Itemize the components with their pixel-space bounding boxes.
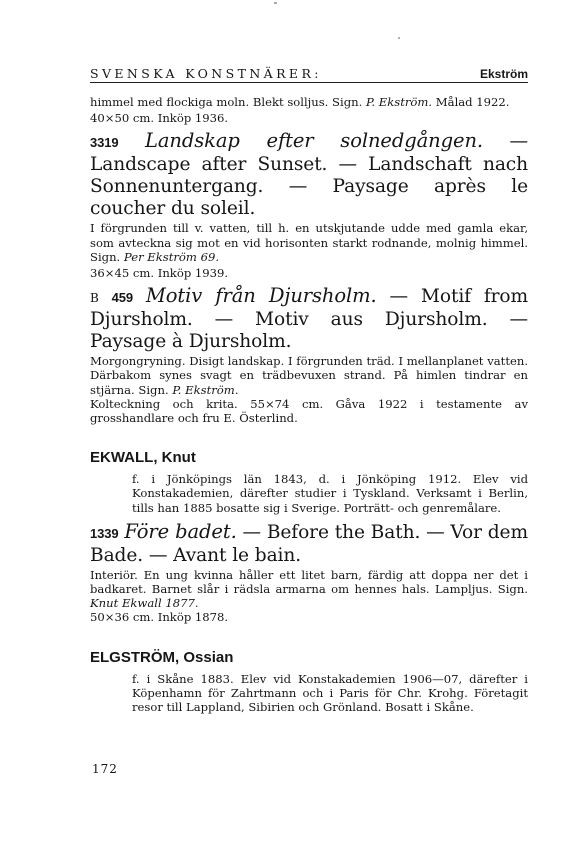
artist-firstname: Knut bbox=[161, 449, 196, 467]
artwork-title: Landskap efter solnedgången. bbox=[145, 129, 484, 153]
artist-heading bbox=[90, 449, 528, 466]
entry-continuation-desc: himmel med flockiga moln. Blekt solljus. Sign. P. Ekström. Målad 1922. bbox=[90, 95, 510, 109]
entry-dimensions: Kolteckning och krita. 55×74 cm. Gåva 1922 i testamente av grosshandlare och fru E. Österlind. bbox=[90, 396, 528, 426]
signature: Knut Ekwall 1877. bbox=[90, 596, 199, 611]
catalog-entry-heading bbox=[90, 285, 528, 353]
signature: Per Ekström 69. bbox=[123, 249, 220, 264]
artwork-title: Före badet. bbox=[124, 519, 237, 543]
running-head bbox=[90, 66, 528, 83]
signature: P. Ekström. bbox=[172, 382, 239, 397]
artist-surname: ELGSTRÖM, bbox=[90, 648, 180, 666]
running-head-artist: Ekström bbox=[479, 67, 528, 81]
artist-biography: f. i Skåne 1883. Elev vid Konstakademien 1906—07, därefter i Köpenhamn för Zahrtmann och i Paris för Chr. Krohg. Företagit resor till Lappland, Sibirien och Grönland. Bosatt i Skåne. bbox=[132, 671, 528, 715]
artist-surname: EKWALL, bbox=[90, 449, 158, 467]
artist-heading bbox=[90, 649, 528, 666]
artwork-title-translations: — Landscape after Sunset. — Landschaft nach Sonnenuntergang. — Paysage après le coucher du soleil. bbox=[90, 131, 528, 220]
entry-description: I förgrunden till v. vatten, till h. en utskjutande udde med gamla ekar, som avteckna sig mot en vid horisonten starkt rodnande, molnig himmel. Sign. Per Ekström 69. bbox=[90, 221, 528, 264]
entry-dimensions: 50×36 cm. Inköp 1878. bbox=[90, 610, 229, 625]
catalog-entry-heading bbox=[90, 521, 528, 567]
artwork-title-translations: — Motif from Djursholm. — Motiv aus Djursholm. — Paysage à Djursholm. bbox=[90, 286, 529, 353]
artwork-title: Motiv från Djursholm. bbox=[145, 284, 377, 308]
catalog-content bbox=[90, 95, 528, 714]
artist-biography: f. i Jönköpings län 1843, d. i Jönköping 1912. Elev vid Konstakademien, därefter studier i Tyskland. Verksamt i Berlin, tills han 1885 bosatte sig i Sverige. Porträtt- och genremålare. bbox=[132, 472, 528, 515]
entry-dimensions: 40×50 cm. Inköp 1936. bbox=[90, 111, 229, 126]
catalog-number: 1339 bbox=[90, 525, 119, 541]
artist-firstname: Ossian bbox=[183, 648, 234, 666]
entry-description: Morgongryning. Disigt landskap. I förgrunden träd. I mellanplanet vatten. Därbakom synes svagt en trädbevuxen strand. På himlen tindrar en stjärna. Sign. P. Ekström. bbox=[90, 354, 528, 397]
signature: P. Ekström. bbox=[365, 95, 433, 109]
catalog-entry-heading bbox=[90, 130, 528, 220]
catalog-prefix: B bbox=[90, 291, 99, 306]
paper-speck bbox=[274, 2, 277, 4]
catalog-number: 459 bbox=[111, 290, 133, 306]
paper-speck bbox=[398, 37, 400, 39]
entry-dimensions: 36×45 cm. Inköp 1939. bbox=[90, 266, 229, 281]
catalog-number: 3319 bbox=[90, 135, 119, 151]
artwork-title-translations: — Before the Bath. — Vor dem Bade. — Avant le bain. bbox=[90, 521, 528, 566]
running-head-title: SVENSKA KONSTNÄRER: bbox=[90, 66, 322, 81]
entry-description: Interiör. En ung kvinna håller ett litet barn, färdig att doppa ner det i badkaret. Barnet slår i rädsla armarna om hennes hals. Lampljus. Sign. Knut Ekwall 1877. bbox=[90, 567, 528, 611]
page-number: 172 bbox=[92, 762, 118, 776]
